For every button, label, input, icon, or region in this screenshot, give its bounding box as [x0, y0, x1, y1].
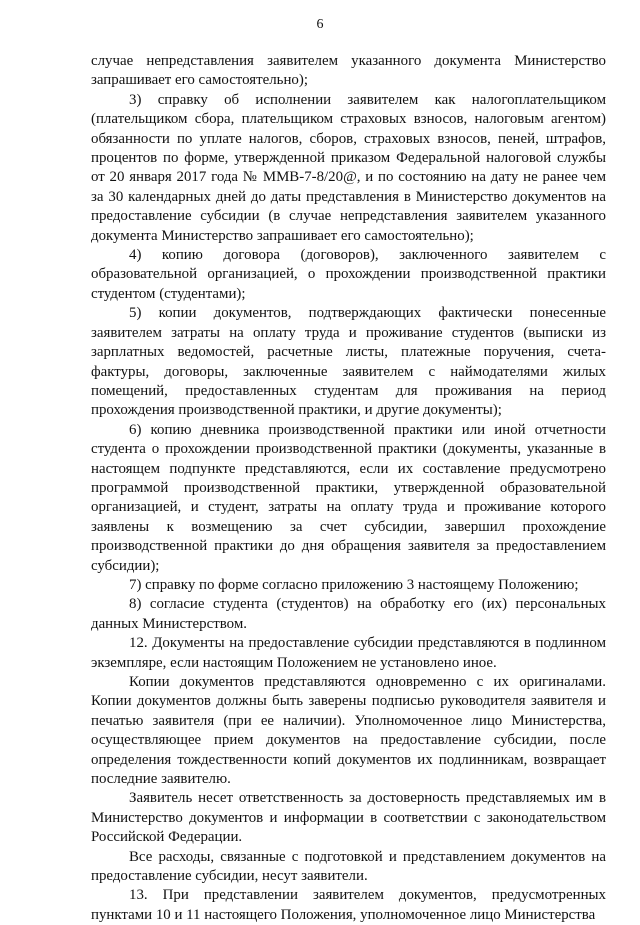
paragraph-item-8: 8) согласие студента (студентов) на обработку его (их) персональных данных Министерством.: [91, 596, 606, 632]
paragraph-item-7: 7) справку по форме согласно приложению 3 настоящему Положению;: [129, 576, 579, 593]
paragraph-item-4: 4) копию договора (договоров), заключенного заявителем с образовательной организацией, о прохождении производственной практики студентом (студентами);: [91, 247, 606, 302]
page-number: 6: [316, 17, 324, 32]
paragraph-responsibility: Заявитель несет ответственность за достоверность представляемых им в Министерство документов и информации в соответствии с законодательством Российской Федерации.: [91, 790, 606, 846]
paragraph-item-6: 6) копию дневника производственной практики или иной отчетности студента о прохождении производственной практики (документы, указанные в настоящем подпункте представляются, если их составление предусмотрено программой производственной практики, утвержденной образовательной организацией, и студент, затраты на оплату труда и проживание которого заявлены к возмещению за счет субсидии, завершил прохождение производственной практики до дня обращения заявителя за предоставлением субсидии);: [91, 421, 606, 574]
paragraph-clause-13: 13. При представлении заявителем документов, предусмотренных пунктами 10 и 11 настоящего Положения, уполномоченное лицо Министерства: [91, 887, 606, 923]
paragraph-item-5: 5) копии документов, подтверждающих фактически понесенные заявителем затраты на оплату труда и проживание студентов (выписки из зарплатных ведомостей, расчетные листы, платежные поручения, счета-фактуры, договоры, заключенные заявителем с наймодателями жилых помещений, предоставленных студентам для проживания на период прохождения производственной практики, и другие документы);: [91, 305, 606, 419]
paragraph-continuation: случае непредставления заявителем указанного документа Министерство запрашивает его самостоятельно);: [91, 53, 606, 89]
paragraph-copies: Копии документов представляются одновременно с их оригиналами. Копии документов должны быть заверены подписью руководителя заявителя и печатью заявителя (при ее наличии). Уполномоченное лицо Министерства, осуществляющее прием документов на предоставление субсидии, после определения тождественности копий документов их подлинникам, возвращает последние заявителю.: [91, 674, 606, 788]
paragraph-clause-12: 12. Документы на предоставление субсидии представляются в подлинном экземпляре, если настоящим Положением не установлено иное.: [91, 635, 606, 671]
paragraph-item-3: 3) справку об исполнении заявителем как налогоплательщиком (плательщиком сбора, плательщиком страховых взносов, налоговым агентом) обязанности по уплате налогов, сборов, страховых взносов, пеней, штрафов, процентов по форме, утвержденной приказом Федеральной налоговой службы от 20 января 2017 года № ММВ-7-8/20@, и по состоянию на дату не ранее чем за 30 календарных дней до даты представления в Министерство документов на предоставление субсидии (в случае непредставления заявителем указанного документа Министерство запрашивает его самостоятельно);: [91, 91, 606, 244]
document-body: [91, 52, 606, 925]
paragraph-expenses: Все расходы, связанные с подготовкой и представлением документов на предоставление субсидии, несут заявители.: [91, 848, 606, 885]
